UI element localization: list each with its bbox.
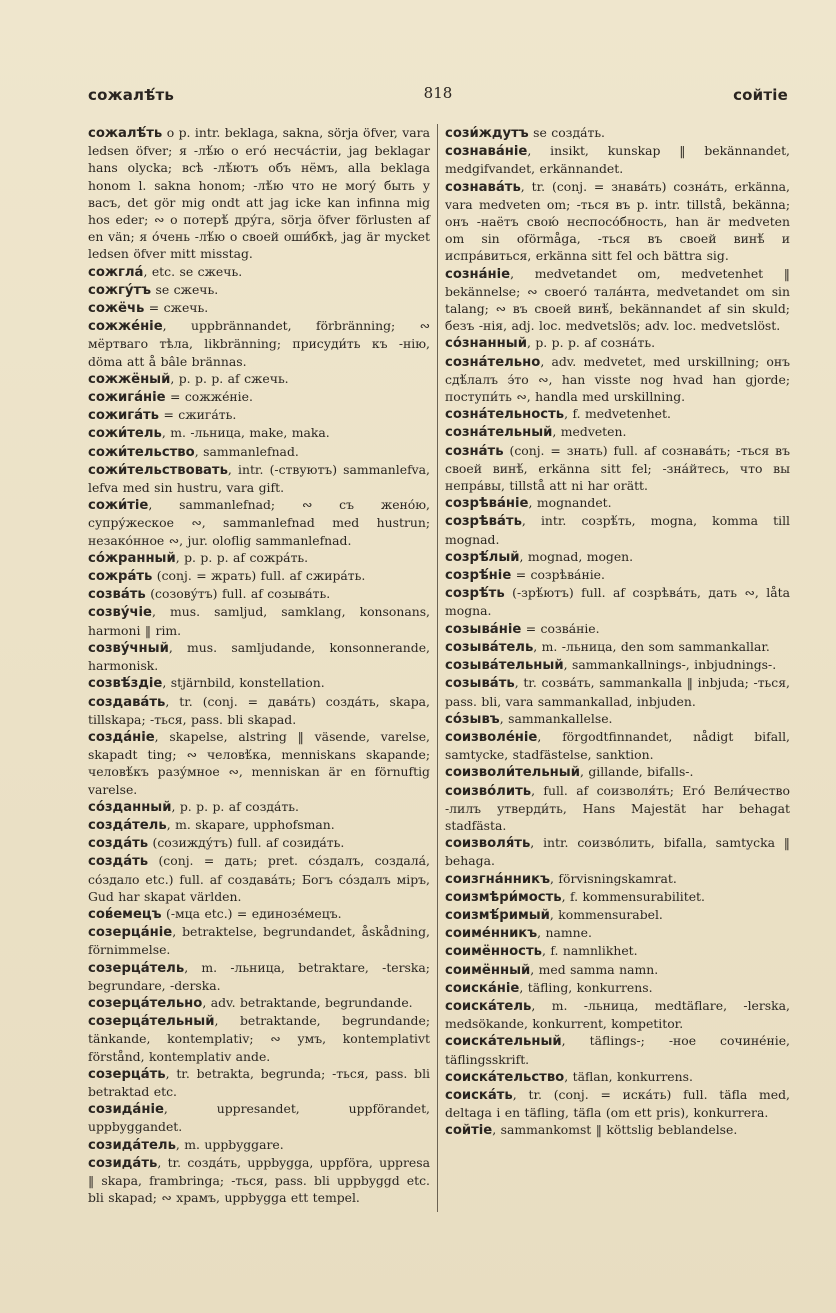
dictionary-entry — [445, 906, 790, 924]
dictionary-entry — [445, 1121, 790, 1139]
entry-headword: созрѣ́лый — [445, 549, 520, 565]
dictionary-entry — [445, 265, 790, 335]
entry-definition: (conj. = знать) full. af сознава́ть; -ться въ своей винѣ́, erkänna sitt fel; -зна́йтесь, что вы непра́вы, tillstå att ni har orätt. — [445, 442, 790, 494]
entry-definition: , tr. betrakta, begrunda; -ться, pass. bli betraktad etc. — [88, 1065, 430, 1099]
dictionary-entry — [445, 979, 790, 997]
dictionary-entry — [88, 406, 430, 424]
dictionary-entry — [88, 567, 430, 585]
entry-headword: созна́ть — [445, 443, 504, 459]
dictionary-entry — [445, 942, 790, 960]
entry-definition: , mus. samljud, samklang, konsonans, harmoni ‖ rim. — [88, 604, 430, 638]
entry-headword: сожи́тельство — [88, 444, 195, 460]
dictionary-entry — [88, 388, 430, 406]
dictionary-entry — [445, 888, 790, 906]
dictionary-entry — [445, 334, 790, 352]
entry-definition: , p. p. p. af сожра́ть. — [175, 549, 309, 565]
entry-headword: созна́тельно — [445, 354, 541, 370]
dictionary-entry — [445, 1068, 790, 1086]
entry-definition: , m. -льница, make, maka. — [161, 425, 330, 441]
entry-headword: созрѣ́ть — [445, 586, 505, 602]
entry-headword: созида́ть — [88, 1155, 158, 1171]
entry-headword: соизгна́нникъ — [445, 871, 551, 887]
entry-headword: созерца́тельный — [88, 1014, 215, 1030]
dictionary-entry — [88, 585, 430, 603]
dictionary-entry — [88, 424, 430, 442]
dictionary-entry — [445, 638, 790, 656]
dictionary-entry — [445, 124, 790, 142]
entry-definition: , täfling, konkurrens. — [519, 979, 653, 995]
dictionary-entry — [88, 370, 430, 388]
entry-definition: , m. uppbyggare. — [175, 1136, 284, 1152]
dictionary-entry — [88, 923, 430, 958]
entry-definition: , betraktande, begrundande; tänkande, kontemplativ; ∾ умъ, kontemplativt förstånd, kontemplativ ande. — [88, 1013, 430, 1064]
entry-definition: , medvetandet om, medvetenhet ‖ bekännelse; ∾ своего́ тала́нта, medvetandet om sin talang; ∾ въ своей винѣ́, bekännandet af sin skuld; безъ -нія, adj. loc. medvetslös; adv. loc. medvetslöst. — [445, 265, 790, 334]
dictionary-entry — [445, 674, 790, 709]
entry-definition: , uppbrännandet, förbränning; ∾ мёртваго тѣла, likbränning; присуди́ть къ -нію, döma att å bâle brännas. — [88, 318, 430, 369]
dictionary-entry — [445, 710, 790, 728]
entry-definition: se сжечь. — [151, 281, 219, 297]
entry-headword: соимённость — [445, 944, 542, 960]
entry-headword: созвѣ́здіе — [88, 676, 163, 692]
dictionary-entry — [88, 549, 430, 567]
entry-headword: соизволи́тельный — [445, 765, 580, 781]
entry-definition: , uppresandet, uppförandet, uppbyggandet. — [88, 1101, 430, 1135]
entry-definition: = созва́ніе. — [521, 620, 600, 636]
dictionary-entry — [88, 1154, 430, 1207]
entry-headword: сов́емецъ — [88, 906, 162, 922]
dictionary-entry — [445, 353, 790, 406]
entry-headword: соиска́ть — [445, 1087, 513, 1103]
entry-definition: , tr. (conj. = знава́ть) созна́ть, erkänna, vara medveten om; -ться въ p. intr. tillstå, bekänna; онъ -наётъ свою́ неспосо́бность, han är medveten om sin oförmåga, -ться въ своей винѣ́ и испра́виться, erkänna sitt fel och bättra sig. — [445, 178, 790, 264]
dictionary-entry — [88, 994, 430, 1012]
entry-definition: = сжига́ть. — [159, 407, 237, 423]
entry-definition: , gillande, bifalls-. — [579, 764, 694, 780]
entry-headword: сожалѣ́ть — [88, 126, 163, 141]
dictionary-entry — [88, 852, 430, 905]
left-running-headword: сожалѣ́ть — [88, 86, 175, 104]
entry-headword: созида́ніе — [88, 1102, 164, 1118]
entry-headword: созву́чіе — [88, 605, 152, 621]
entry-headword: созда́ть — [88, 854, 149, 870]
dictionary-entry — [88, 299, 430, 317]
dictionary-entry — [445, 834, 790, 869]
dictionary-entry — [88, 798, 430, 816]
entry-definition: , tr. созва́ть, sammankalla ‖ inbjuda; -ться, pass. bli, vara sammankallad, inbjuden. — [445, 675, 790, 709]
entry-headword: созыва́тель — [445, 639, 534, 655]
dictionary-entry — [88, 317, 430, 370]
entry-definition: (созижду́тъ) full. af созида́ть. — [148, 835, 345, 851]
entry-headword: созида́тель — [88, 1137, 176, 1153]
entry-headword: сознава́ніе — [445, 144, 528, 160]
entry-headword: соиска́тельный — [445, 1034, 562, 1050]
entry-headword: созна́тельность — [445, 407, 565, 423]
entry-definition: , kommensurabel. — [549, 906, 663, 922]
entry-definition: , adv. medvetet, med urskillning; онъ сдѣ́лалъ э́то ∾, han visste nog hvad han gjorde; поступи́ть ∾, handla med urskillning. — [445, 353, 790, 405]
entry-headword: сожига́ть — [88, 408, 160, 424]
entry-definition: , intr. созрѣ́ть, mogna, komma till mognad. — [445, 513, 790, 547]
entry-definition: , intr. (-ствуютъ) sammanlefva, lefva med sin hustru, vara gift. — [88, 461, 430, 496]
entry-headword: созву́чный — [88, 640, 169, 656]
entry-definition: , m. -льница, betraktare, -terska; begrundare, -derska. — [88, 959, 430, 993]
entry-definition: , p. p. p. af созда́ть. — [171, 798, 299, 814]
entry-headword: соиска́тельство — [445, 1069, 565, 1085]
entry-definition: , p. p. p. af сжечь. — [170, 370, 289, 386]
dictionary-entry — [445, 870, 790, 888]
entry-definition: , betraktelse, begrundandet, åskådning, förnimmelse. — [88, 924, 430, 958]
entry-headword: сожра́ть — [88, 569, 153, 585]
dictionary-entry — [445, 1086, 790, 1121]
entry-headword: сойтіе — [445, 1123, 493, 1139]
entry-definition: , f. medvetenhet. — [564, 406, 671, 422]
entry-headword: созерца́ніе — [88, 925, 173, 941]
entry-definition: (conj. = жрать) full. af сжира́ть. — [152, 568, 366, 584]
entry-headword: сожига́ніе — [88, 390, 166, 406]
entry-headword: соизво́лить — [445, 783, 532, 799]
column-divider — [437, 124, 438, 1212]
entry-definition: , f. namnlikhet. — [541, 943, 638, 959]
entry-headword: сожгу́тъ — [88, 282, 152, 298]
dictionary-entry — [88, 639, 430, 674]
dictionary-entry — [88, 263, 430, 281]
entry-definition: , etc. se сжечь. — [143, 263, 243, 279]
dictionary-entry — [445, 620, 790, 638]
entry-headword: сожгла́ — [88, 264, 144, 280]
dictionary-entry — [445, 494, 790, 512]
entry-definition: , mognandet. — [528, 495, 612, 511]
entry-definition: , insikt, kunskap ‖ bekännandet, medgifvandet, erkännandet. — [445, 143, 790, 177]
entry-headword: со́зывъ — [445, 711, 500, 727]
entry-headword: соизмѣ́римый — [445, 907, 550, 923]
entry-headword: сознава́ть — [445, 179, 521, 195]
entry-definition: , skapelse, alstring ‖ väsende, varelse, skapadt ting; ∾ человѣ́ка, menniskans skapande; человѣ́къ разу́мное ∾, menniskan är en förnuftig varelse. — [88, 728, 430, 797]
entry-definition: , namne. — [537, 925, 592, 941]
dictionary-entry — [88, 281, 430, 299]
right-running-headword: сойтіе — [733, 86, 788, 104]
entry-definition: = сожже́ніе. — [165, 389, 253, 405]
entry-definition: , m. -льница, den som sammankallar. — [533, 638, 770, 654]
dictionary-entry — [445, 405, 790, 423]
entry-definition: (-зрѣ́ютъ) full. af созрѣва́ть, дать ∾, låta mogna. — [445, 585, 790, 619]
dictionary-entry — [88, 1012, 430, 1065]
entry-headword: соиска́тель — [445, 998, 532, 1014]
entry-definition: , sammankomst ‖ köttslig beblandelse. — [492, 1122, 738, 1138]
entry-headword: соимённый — [445, 962, 531, 978]
dictionary-entry — [88, 1136, 430, 1154]
entry-definition: , sammankallelse. — [499, 710, 613, 726]
dictionary-entry — [88, 124, 430, 263]
entry-definition: , förgodtfinnandet, nådigt bifall, samtycke, stadfästelse, sanktion. — [445, 728, 790, 763]
entry-definition: , m. -льница, medtäflare, -lerska, medsökande, konkurrent, kompetitor. — [445, 997, 790, 1032]
dictionary-entry — [88, 728, 430, 798]
entry-definition: , adv. betraktande, begrundande. — [202, 994, 413, 1010]
entry-definition: , medveten. — [552, 424, 627, 440]
dictionary-entry — [445, 997, 790, 1032]
entry-headword: соизмѣри́мость — [445, 889, 562, 905]
entry-headword: созрѣва́ніе — [445, 496, 529, 512]
entry-headword: со́знанный — [445, 336, 527, 352]
entry-definition: = сжечь. — [144, 300, 209, 316]
dictionary-entry — [88, 1100, 430, 1135]
dictionary-entry — [88, 816, 430, 834]
dictionary-entry — [445, 782, 790, 835]
dictionary-entry — [88, 496, 430, 549]
dictionary-entry — [445, 442, 790, 495]
entry-headword: созрѣва́ть — [445, 514, 522, 530]
dictionary-entry — [445, 656, 790, 674]
entry-definition: , sammanlefnad; ∾ съ жено́ю, супру́жеское ∾, sammanlefnad med hustrun; незако́нное ∾, jur. oloflig sammanlefnad. — [88, 497, 430, 548]
entry-headword: созна́тельный — [445, 425, 553, 441]
entry-definition: , förvisningskamrat. — [550, 870, 677, 886]
entry-definition: , tr. (conj. = иска́ть) full. täfla med, deltaga i en täfling, täfla (om ett pris), konkurrera. — [445, 1086, 790, 1121]
dictionary-entry — [445, 566, 790, 584]
entry-definition: , sammankallnings-, inbjudnings-. — [563, 657, 777, 673]
page-number: 818 — [423, 84, 453, 102]
entry-headword: сози́ждутъ — [445, 126, 529, 141]
entry-headword: созда́ть — [88, 836, 149, 852]
entry-definition: , p. p. p. af созна́ть. — [526, 335, 656, 351]
entry-definition: (-мца etc.) = единозе́мецъ. — [161, 905, 342, 921]
entry-headword: сожжёный — [88, 371, 171, 387]
dictionary-entry — [445, 584, 790, 619]
entry-definition: , sammanlefnad. — [194, 443, 299, 459]
dictionary-entry — [88, 603, 430, 638]
entry-headword: сожи́тіе — [88, 498, 149, 514]
entry-definition: , m. skapare, upphofsman. — [166, 816, 335, 832]
left-column — [88, 124, 430, 1206]
dictionary-entry — [88, 443, 430, 461]
entry-headword: соизволя́ть — [445, 836, 531, 852]
entry-headword: со́зданный — [88, 799, 172, 815]
entry-headword: сожи́тельствовать — [88, 462, 228, 478]
entry-headword: созва́ть — [88, 587, 146, 603]
dictionary-entry — [445, 924, 790, 942]
entry-definition: , med samma namn. — [530, 961, 659, 977]
entry-headword: сожже́ніе — [88, 319, 163, 335]
entry-definition: = созрѣва́ніе. — [511, 567, 605, 583]
entry-definition: , f. kommensurabilitet. — [561, 888, 705, 904]
entry-headword: соизволе́ніе — [445, 729, 538, 745]
entry-headword: созерца́тель — [88, 960, 185, 976]
dictionary-entry — [445, 512, 790, 547]
dictionary-entry — [88, 905, 430, 923]
dictionary-entry — [445, 728, 790, 763]
entry-headword: соиме́нникъ — [445, 926, 538, 942]
entry-headword: созда́тель — [88, 817, 167, 833]
entry-headword: соиска́ніе — [445, 980, 520, 996]
entry-headword: созда́ніе — [88, 729, 155, 745]
entry-headword: созна́ніе — [445, 266, 511, 282]
dictionary-entry — [88, 674, 430, 692]
dictionary-entry — [445, 763, 790, 781]
entry-headword: со́жранный — [88, 550, 176, 566]
entry-definition: (созову́тъ) full. af созыва́ть. — [145, 586, 331, 602]
entry-definition: , intr. соизво́лить, bifalla, samtycka ‖ behaga. — [445, 835, 790, 869]
entry-headword: созерца́ть — [88, 1066, 166, 1082]
dictionary-entry — [445, 142, 790, 177]
entry-headword: созыва́ть — [445, 676, 515, 692]
dictionary-entry — [88, 834, 430, 852]
entry-definition: , mognad, mogen. — [519, 548, 634, 564]
dictionary-entry — [445, 961, 790, 979]
entry-definition: se созда́ть. — [528, 125, 606, 140]
entry-definition: , täflan, konkurrens. — [564, 1068, 693, 1084]
entry-definition: (conj. = дать; pret. со́здалъ, создала́, со́здало etc.) full. af создава́ть; Богъ со́здалъ міръ, Gud har skapat världen. — [88, 853, 430, 904]
entry-definition: о p. intr. beklaga, sakna, sörja öfver, vara ledsen öfver; я -лѣ́ю о его́ несча́стіи, jag beklagar hans olycka; всѣ -лѣ́ютъ объ нёмъ, alla beklaga honom l. sakna honom; -лѣ́ю что не могу́ быть у васъ, det gör mig ondt att jag icke kan infinna mig hos eder; ∾ о потерѣ́ дру́га, sörja öfver förlusten af en vän; я о́чень -лѣ́ю о своей оши́бкѣ, jag är mycket ledsen öfver mitt misstag. — [88, 125, 430, 262]
entry-headword: сожи́тель — [88, 426, 162, 442]
page-header — [88, 84, 788, 110]
dictionary-entry — [445, 178, 790, 265]
entry-definition: , stjärnbild, konstellation. — [162, 675, 325, 691]
entry-definition: , tr. (conj. = дава́ть) созда́ть, skapa, tillskapa; -ться, pass. bli skapad. — [88, 693, 430, 727]
dictionary-entry — [88, 959, 430, 994]
entry-definition: , tr. созда́ть, uppbygga, uppföra, uppresa ‖ skapa, frambringa; -ться, pass. bli uppbyggd etc. bli skapad; ∾ храмъ, uppbygga ett tempel. — [88, 1154, 430, 1206]
dictionary-entry — [88, 1065, 430, 1100]
dictionary-entry — [445, 548, 790, 566]
entry-definition: , full. af соизволя́ть; Его́ Вели́чество -лилъ утверди́ть, Hans Majestät har behagat stadfästa. — [445, 782, 790, 833]
dictionary-entry — [445, 423, 790, 441]
entry-headword: созерца́тельно — [88, 995, 203, 1011]
entry-definition: , täflings-; -ное сочине́ніе, täflingsskrift. — [445, 1033, 790, 1067]
right-column — [445, 124, 790, 1140]
entry-headword: созыва́тельный — [445, 658, 564, 674]
entry-headword: создава́ть — [88, 694, 166, 710]
dictionary-entry — [88, 693, 430, 728]
entry-headword: созрѣ́ніе — [445, 568, 512, 584]
dictionary-entry — [445, 1032, 790, 1067]
dictionary-entry — [88, 461, 430, 496]
entry-headword: сожёчь — [88, 301, 145, 317]
entry-definition: , mus. samljudande, konsonnerande, harmonisk. — [88, 639, 430, 674]
entry-headword: созыва́ніе — [445, 621, 522, 637]
